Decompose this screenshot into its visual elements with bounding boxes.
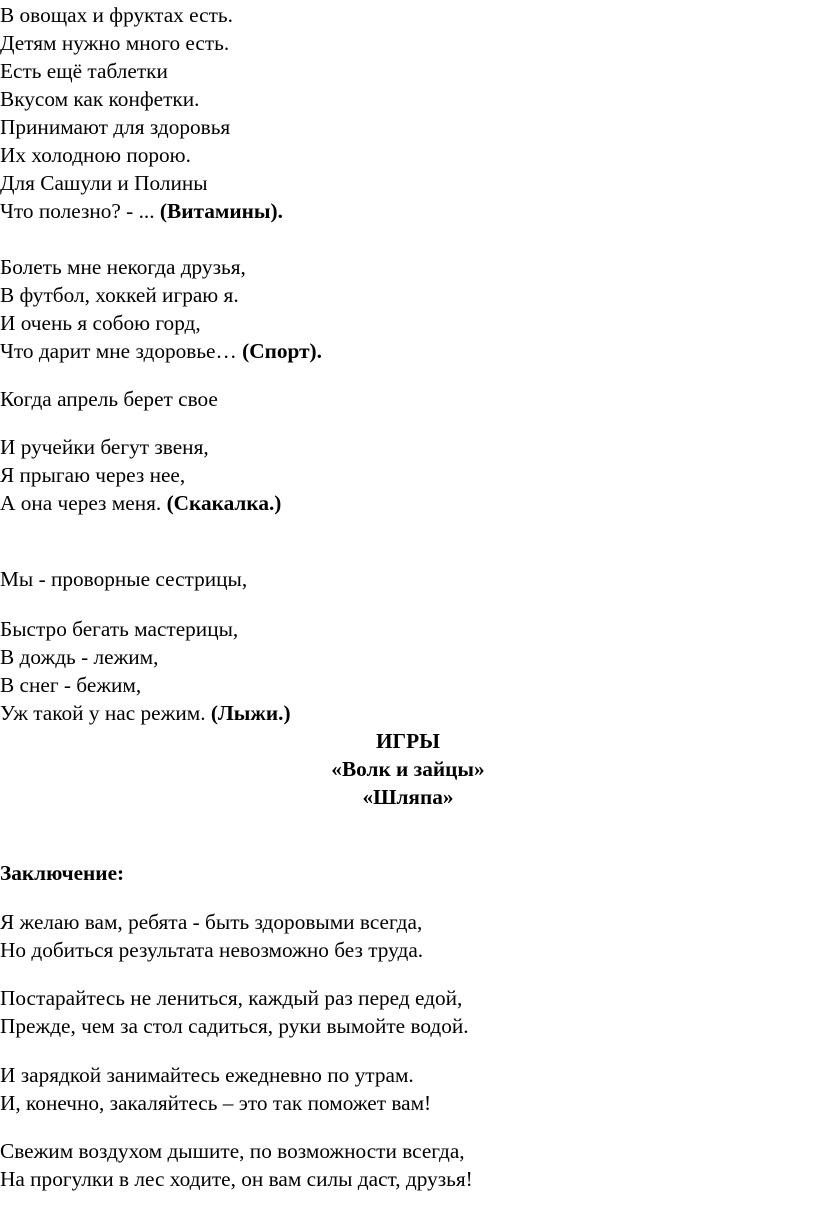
riddle-3-line-4: А она через меня.	[0, 491, 162, 515]
riddle-2-line-4: Что дарит мне здоровье…	[0, 339, 237, 363]
riddle-4-line-2: Быстро бегать мастерицы,	[0, 617, 239, 641]
riddle-3-line-1: Когда апрель берет свое	[0, 387, 218, 411]
conclusion-line-7: Свежим воздухом дышите, по возможности всегда,	[0, 1139, 465, 1163]
conclusion-line-1: Я желаю вам, ребята - быть здоровыми всегда,	[0, 910, 423, 934]
riddle-1-line-1: В овощах и фруктах есть.	[0, 3, 233, 27]
conclusion-heading: Заключение:	[0, 861, 125, 885]
conclusion-line-8: На прогулки в лес ходите, он вам силы даст, друзья!	[0, 1167, 473, 1191]
riddle-1-line-3: Есть ещё таблетки	[0, 59, 168, 83]
conclusion-line-2: Но добиться результата невозможно без труда.	[0, 938, 424, 962]
games-heading: ИГРЫ	[375, 729, 441, 753]
riddle-3-answer: (Скакалка.)	[166, 491, 282, 515]
conclusion-line-5: И зарядкой занимайтесь ежедневно по утрам.	[0, 1063, 414, 1087]
riddle-2-line-2: В футбол, хоккей играю я.	[0, 283, 239, 307]
riddle-3-last-line	[0, 490, 281, 517]
riddle-4-line-1: Мы - проворные сестрицы,	[0, 567, 248, 591]
riddle-4-last-line	[0, 700, 291, 727]
riddle-4-line-5: Уж такой у нас режим.	[0, 701, 206, 725]
riddle-2-answer: (Спорт).	[242, 339, 322, 363]
riddle-2-last-line	[0, 338, 322, 365]
riddle-1-answer: (Витамины).	[159, 199, 283, 223]
riddle-4-line-4: В снег - бежим,	[0, 673, 142, 697]
riddle-1-line-5: Принимают для здоровья	[0, 115, 231, 139]
riddle-2-line-3: И очень я собою горд,	[0, 311, 201, 335]
riddle-1-line-7: Для Сашули и Полины	[0, 171, 208, 195]
riddle-1-last-line	[0, 198, 283, 225]
riddle-1-line-2: Детям нужно много есть.	[0, 31, 230, 55]
riddle-1-line-6: Их холодною порою.	[0, 143, 191, 167]
game-item-1: «Волк и зайцы»	[331, 757, 485, 781]
riddle-3-line-3: Я прыгаю через нее,	[0, 463, 186, 487]
riddle-1-line-8: Что полезно? - ...	[0, 199, 155, 223]
riddle-4-line-3: В дождь - лежим,	[0, 645, 159, 669]
riddle-1-line-4: Вкусом как конфетки.	[0, 87, 200, 111]
conclusion-line-3: Постарайтесь не лениться, каждый раз перед едой,	[0, 986, 463, 1010]
conclusion-line-6: И, конечно, закаляйтесь – это так поможет вам!	[0, 1091, 432, 1115]
riddle-3-line-2: И ручейки бегут звеня,	[0, 435, 209, 459]
riddle-2-line-1: Болеть мне некогда друзья,	[0, 255, 246, 279]
conclusion-line-4: Прежде, чем за стол садиться, руки вымойте водой.	[0, 1014, 469, 1038]
riddle-4-answer: (Лыжи.)	[210, 701, 291, 725]
game-item-2: «Шляпа»	[362, 785, 454, 809]
